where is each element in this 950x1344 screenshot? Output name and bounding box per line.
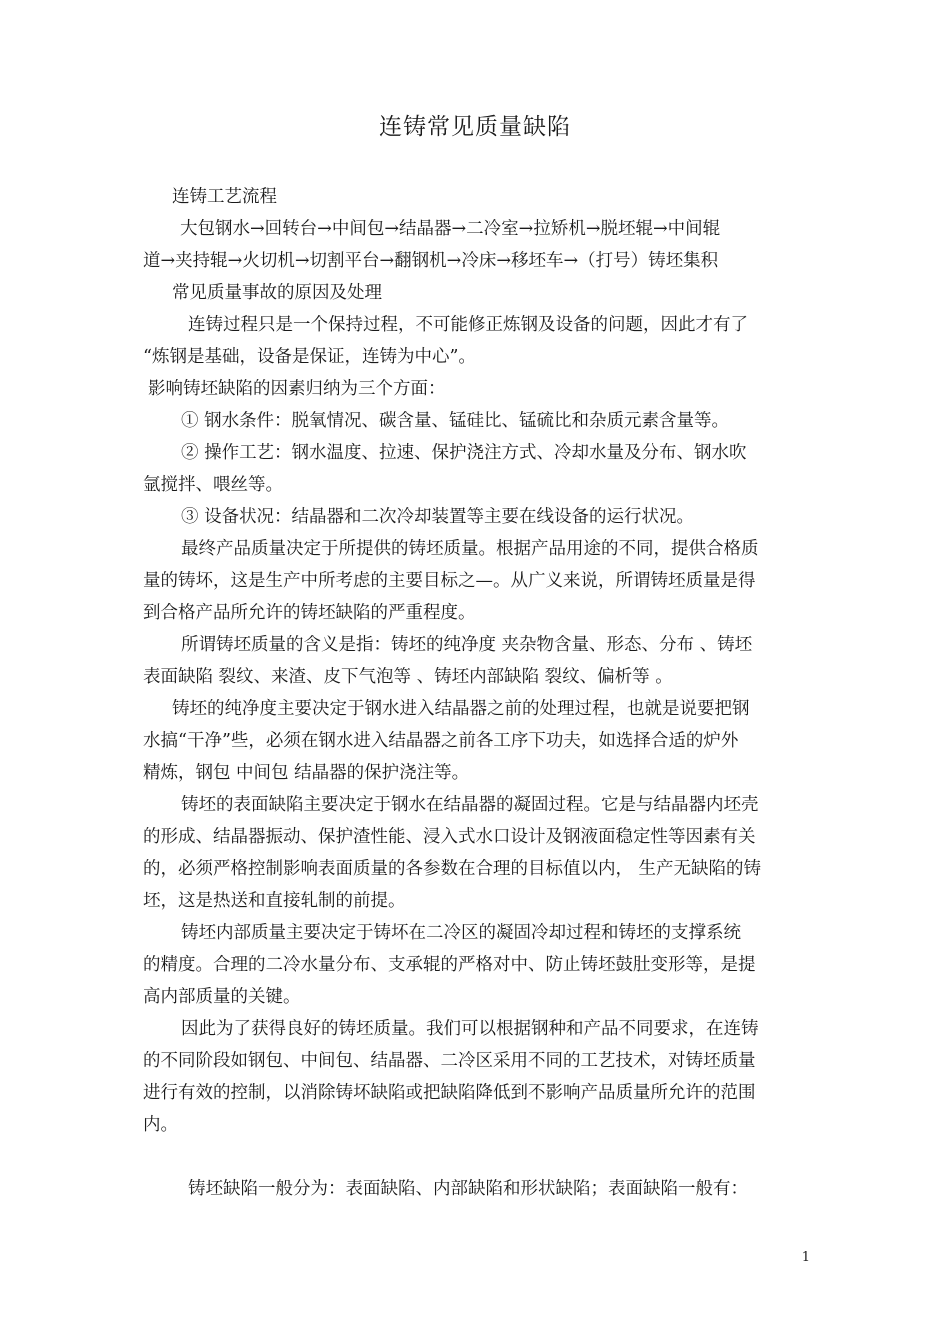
- paragraph-line: 大包钢水→回转台→中间包→结晶器→二冷室→拉矫机→脱坯辊→中间辊: [180, 219, 721, 239]
- paragraph-line: 因此为了获得良好的铸坯质量。我们可以根据钢种和产品不同要求，在连铸: [181, 1019, 759, 1039]
- paragraph-line: 量的铸坏，这是生产中所考虑的主要目标之—。从广义来说，所谓铸坯质量是得: [143, 571, 756, 591]
- paragraph-line: 最终产品质量决定于所提供的铸坯质量。根据产品用途的不同，提供合格质: [181, 539, 759, 559]
- paragraph-line: 连铸过程只是一个保持过程，不可能修正炼钢及设备的问题，因此才有了: [188, 315, 748, 335]
- paragraph-line: 坯，这是热送和直接轧制的前提。: [143, 891, 406, 911]
- paragraph-line: ③ 设备状况：结晶器和二次冷却装置等主要在线设备的运行状况。: [181, 507, 695, 527]
- page-title: 连铸常见质量缺陷: [379, 114, 571, 140]
- page-number: 1: [801, 1250, 810, 1265]
- paragraph-line: 影响铸坯缺陷的因素归纳为三个方面：: [148, 379, 446, 399]
- paragraph-line: 铸坯内部质量主要决定于铸坏在二冷区的凝固冷却过程和铸坯的支撑系统: [181, 923, 741, 943]
- paragraph-line: 铸坯的表面缺陷主要决定于钢水在结晶器的凝固过程。它是与结晶器内坯壳: [181, 795, 759, 815]
- paragraph-line: ② 操作工艺：钢水温度、拉速、保护浇注方式、冷却水量及分布、钢水吹: [181, 443, 747, 463]
- paragraph-line: 常见质量事故的原因及处理: [172, 283, 382, 303]
- paragraph-line: 铸坯缺陷一般分为：表面缺陷、内部缺陷和形状缺陷；表面缺陷一般有：: [188, 1179, 748, 1199]
- paragraph-line: 精炼，钢包 中间包 结晶器的保护浇注等。: [143, 763, 470, 783]
- paragraph-line: ① 钢水条件：脱氧情况、碳含量、锰硅比、锰硫比和杂质元素含量等。: [181, 411, 730, 431]
- paragraph-line: 道→夹持辊→火切机→切割平台→翻钢机→冷床→移坯车→（打号）铸坯集积: [143, 251, 719, 271]
- paragraph-line: 的，必须严格控制影响表面质量的各参数在合理的目标值以内， 生产无缺陷的铸: [143, 859, 762, 879]
- paragraph-line: 的形成、结晶器振动、保护渣性能、浸入式水口设计及钢液面稳定性等因素有关: [143, 827, 756, 847]
- paragraph-line: 到合格产品所允许的铸坯缺陷的严重程度。: [143, 603, 476, 623]
- paragraph-line: 进行有效的控制，以消除铸坏缺陷或把缺陷降低到不影响产品质量所允许的范围: [143, 1083, 756, 1103]
- paragraph-line: 表面缺陷 裂纹、来渣、皮下气泡等 、铸坯内部缺陷 裂纹、偏析等 。: [143, 667, 673, 687]
- paragraph-line: 所谓铸坯质量的含义是指：铸坯的纯净度 夹杂物含量、形态、分布 、铸坯: [181, 635, 753, 655]
- paragraph-line: 水搞“干净”些，必须在钢水进入结晶器之前各工序下功夫，如选择合适的炉外: [143, 731, 739, 751]
- paragraph-line: 氩搅拌、喂丝等。: [143, 475, 283, 495]
- paragraph-line: “炼钢是基础，设备是保证，连铸为中心”。: [143, 347, 476, 367]
- paragraph-line: 铸坯的纯净度主要决定于钢水进入结晶器之前的处理过程，也就是说要把钢: [172, 699, 750, 719]
- paragraph-line: 的不同阶段如钢包、中间包、结晶器、二冷区采用不同的工艺技术，对铸坯质量: [143, 1051, 756, 1071]
- paragraph-line: 高内部质量的关键。: [143, 987, 301, 1007]
- paragraph-line: 连铸工艺流程: [172, 187, 277, 207]
- paragraph-line: 内。: [143, 1115, 178, 1135]
- paragraph-line: 的精度。合理的二冷水量分布、支承辊的严格对中、防止铸坯鼓肚变形等，是提: [143, 955, 756, 975]
